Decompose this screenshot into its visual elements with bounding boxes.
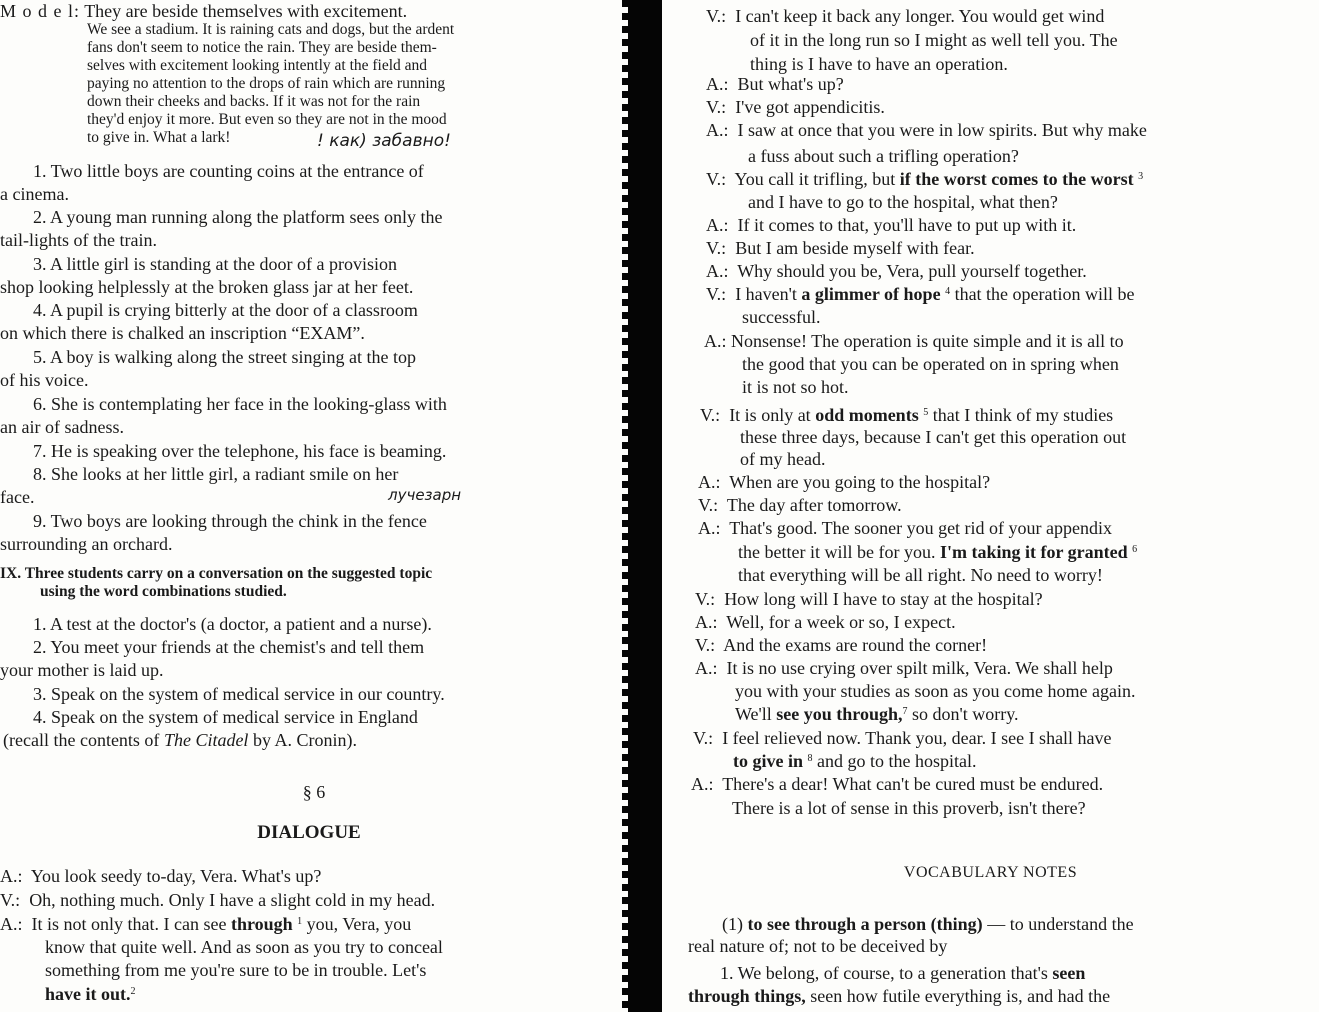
topic-line: 2. You meet your friends at the chemist's and tell them <box>33 637 425 657</box>
exercise-line: 2. A young man running along the platform sees only the <box>33 207 443 227</box>
model-first-line: M o d e l: They are beside themselves with excitement. <box>0 1 408 21</box>
exercise-line: 8. She looks at her little girl, a radiant smile on her <box>33 464 399 484</box>
dialogue-line: V.: I feel relieved now. Thank you, dear. I see I shall have <box>693 728 1112 748</box>
vocab-entry: (1) to see through a person (thing) — to understand the <box>722 914 1134 934</box>
model-line: selves with excitement looking intently at the field and <box>87 57 428 74</box>
model-line: to give in. What a lark! <box>87 129 231 146</box>
dialogue-line: We'll see you through,$^7$ so don't worry. <box>735 704 1019 724</box>
handwritten-note: лучезарн <box>388 486 462 504</box>
dialogue-line: a fuss about such a trifling operation? <box>748 146 1019 166</box>
exercise-line: 3. A little girl is standing at the door of a provision <box>33 254 397 274</box>
dialogue-line: A.: That's good. The sooner you get rid of your appendix <box>698 518 1113 538</box>
topic-line: 4. Speak on the system of medical service in England <box>33 707 418 727</box>
vocab-entry: real nature of; not to be deceived by <box>688 936 948 956</box>
dialogue-line: A.: I saw at once that you were in low spirits. But why make <box>706 120 1147 140</box>
section-ix-title: IX. Three students carry on a conversation on the suggested topic <box>0 565 433 582</box>
exercise-line: shop looking helplessly at the broken glass jar at her feet. <box>0 277 414 297</box>
dialogue-line: A.: It is no use crying over spilt milk, Vera. We shall help <box>695 658 1113 678</box>
exercise-line: of his voice. <box>0 370 89 390</box>
model-line: We see a stadium. It is raining cats and dogs, but the ardent <box>87 21 455 38</box>
exercise-line: tail-lights of the train. <box>0 230 157 250</box>
dialogue-line: V.: And the exams are round the corner! <box>695 635 988 655</box>
dialogue-line: something from me you're sure to be in trouble. Let's <box>45 960 427 980</box>
exercise-line: surrounding an orchard. <box>0 534 173 554</box>
model-line: fans don't seem to notice the rain. They are beside them- <box>87 39 437 56</box>
dialogue-line: A.: But what's up? <box>706 74 844 94</box>
vocab-example: 1. We belong, of course, to a generation that's seen <box>720 963 1086 983</box>
dialogue-line: A.: Nonsense! The operation is quite simple and it is all to <box>704 331 1124 351</box>
dialogue-line: of it in the long run so I might as well tell you. The <box>750 30 1118 50</box>
dialogue-line: it is not so hot. <box>742 377 849 397</box>
model-line: down their cheeks and backs. If it was not for the rain <box>87 93 421 110</box>
exercise-line: an air of sadness. <box>0 417 124 437</box>
topic-line: your mother is laid up. <box>0 660 164 680</box>
book-spine <box>628 0 662 1012</box>
exercise-line: 9. Two boys are looking through the chink in the fence <box>33 511 427 531</box>
exercise-line: 5. A boy is walking along the street singing at the top <box>33 347 416 367</box>
topic-line: (recall the contents of The Citadel by A. Cronin). <box>3 730 357 750</box>
dialogue-line: There is a lot of sense in this proverb, isn't there? <box>732 798 1086 818</box>
dialogue-line: V.: I've got appendicitis. <box>706 97 885 117</box>
exercise-line: face. <box>0 487 35 507</box>
exercise-line: on which there is chalked an inscription “EXAM”. <box>0 323 365 343</box>
dialogue-line: the good that you can be operated on in spring when <box>742 354 1119 374</box>
dialogue-line: the better it will be for you. I'm taking it for granted $^6$ <box>738 542 1138 562</box>
dialogue-line: V.: I can't keep it back any longer. You would get wind <box>706 6 1105 26</box>
dialogue-line: thing is I have to have an operation. <box>750 54 1008 74</box>
left-page <box>0 0 628 1012</box>
dialogue-line: of my head. <box>740 449 826 469</box>
section-number: § 6 <box>302 782 326 802</box>
dialogue-line: that everything will be all right. No need to worry! <box>738 565 1103 585</box>
dialogue-line: these three days, because I can't get this operation out <box>740 427 1127 447</box>
dialogue-line: have it out.$^2$ <box>45 984 136 1004</box>
dialogue-line: A.: When are you going to the hospital? <box>698 472 991 492</box>
vocabulary-heading: VOCABULARY NOTES <box>903 864 1078 881</box>
vocab-example: through things, seen how futile everything is, and had the <box>688 986 1111 1006</box>
dialogue-line: V.: How long will I have to stay at the hospital? <box>695 589 1043 609</box>
dialogue-line: V.: It is only at odd moments $^5$ that I think of my studies <box>700 405 1114 425</box>
dialogue-line: you with your studies as soon as you come home again. <box>735 681 1136 701</box>
dialogue-line: V.: You call it trifling, but if the worst comes to the worst $^3$ <box>706 169 1144 189</box>
model-line: they'd enjoy it more. But even so they are not in the mood <box>87 111 447 128</box>
exercise-line: a cinema. <box>0 184 69 204</box>
dialogue-line: A.: It is not only that. I can see through $^1$ you, Vera, you <box>0 914 412 934</box>
section-ix-title: using the word combinations studied. <box>40 583 287 600</box>
dialogue-line: V.: But I am beside myself with fear. <box>706 238 975 258</box>
exercise-line: 1. Two little boys are counting coins at the entrance of <box>33 161 424 181</box>
exercise-line: 6. She is contemplating her face in the looking-glass with <box>33 394 447 414</box>
dialogue-line: V.: Oh, nothing much. Only I have a slight cold in my head. <box>0 890 436 910</box>
dialogue-line: A.: You look seedy to-day, Vera. What's up? <box>0 866 322 886</box>
dialogue-line: A.: Well, for a week or so, I expect. <box>695 612 956 632</box>
dialogue-line: know that quite well. And as soon as you try to conceal <box>45 937 443 957</box>
handwritten-note: ! как) забавно! <box>317 131 451 151</box>
topic-line: 3. Speak on the system of medical service in our country. <box>33 684 445 704</box>
dialogue-line: to give in $^8$ and go to the hospital. <box>733 751 977 771</box>
dialogue-line: successful. <box>742 307 821 327</box>
dialogue-line: V.: The day after tomorrow. <box>698 495 902 515</box>
topic-line: 1. A test at the doctor's (a doctor, a patient and a nurse). <box>33 614 432 634</box>
model-line: paying no attention to the drops of rain which are running <box>87 75 446 92</box>
exercise-line: 7. He is speaking over the telephone, his face is beaming. <box>33 441 447 461</box>
right-page <box>662 0 1319 1012</box>
dialogue-line: A.: There's a dear! What can't be cured must be endured. <box>691 774 1104 794</box>
dialogue-heading: DIALOGUE <box>257 822 361 843</box>
dialogue-line: A.: If it comes to that, you'll have to put up with it. <box>706 215 1077 235</box>
dialogue-line: A.: Why should you be, Vera, pull yourself together. <box>706 261 1087 281</box>
dialogue-line: and I have to go to the hospital, what then? <box>748 192 1058 212</box>
exercise-line: 4. A pupil is crying bitterly at the door of a classroom <box>33 300 418 320</box>
dialogue-line: V.: I haven't a glimmer of hope $^4$ that the operation will be <box>706 284 1135 304</box>
